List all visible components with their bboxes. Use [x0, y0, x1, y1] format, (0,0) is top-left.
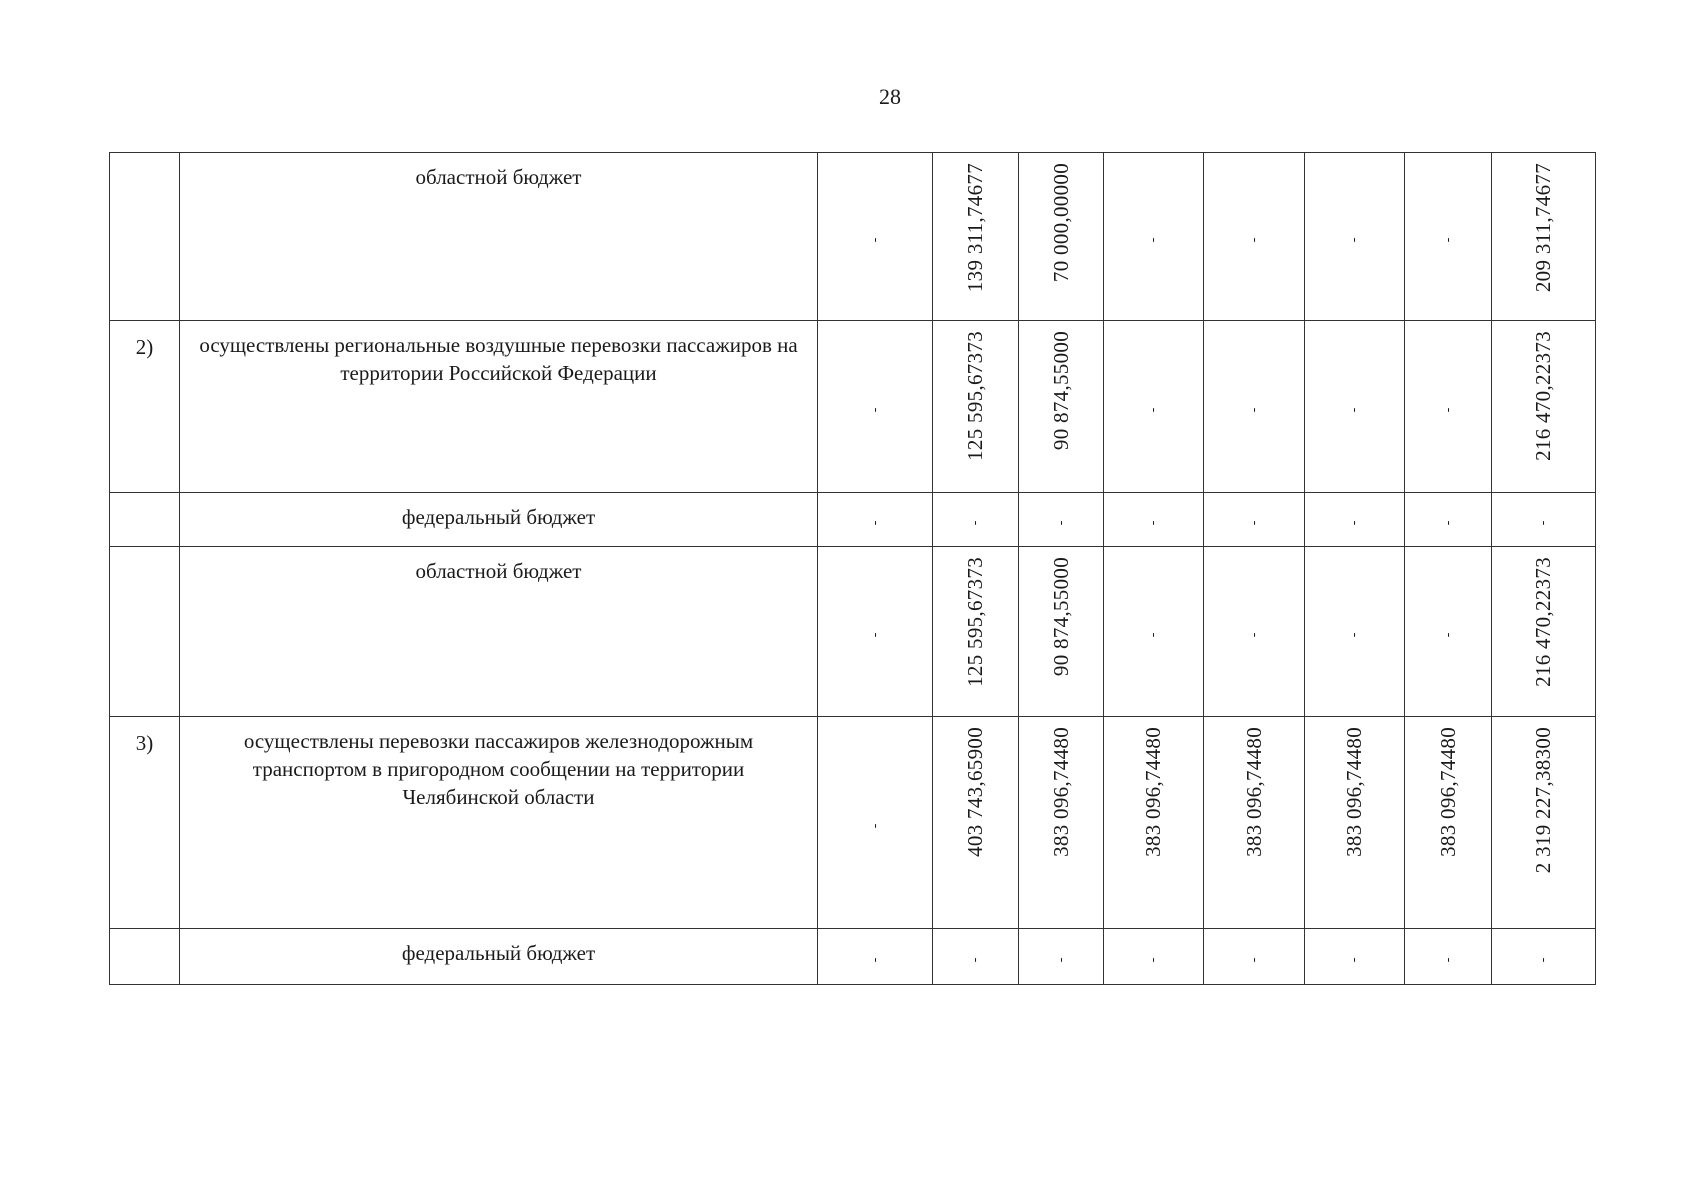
empty-value: - [1347, 237, 1363, 243]
value-cell [1305, 929, 1405, 985]
amount-value: 383 096,74480 [1241, 727, 1266, 857]
value-cell [1204, 493, 1305, 547]
empty-value: - [1246, 407, 1262, 413]
empty-value: - [1146, 237, 1162, 243]
value-cell [1204, 153, 1305, 321]
value-cell [1104, 321, 1204, 493]
empty-value: - [968, 520, 984, 526]
value-cell [1492, 321, 1596, 493]
value-cell [1204, 929, 1305, 985]
value-cell [1104, 493, 1204, 547]
value-cell [1104, 153, 1204, 321]
empty-value: - [1246, 237, 1262, 243]
row-label: федеральный бюджет [401, 941, 596, 965]
empty-value: - [1347, 520, 1363, 526]
empty-value: - [1053, 520, 1069, 526]
value-cell [1492, 153, 1596, 321]
empty-value: - [1347, 957, 1363, 963]
amount-value: 125 595,67373 [963, 557, 987, 687]
row-label-cell [180, 321, 818, 493]
value-cell [1019, 493, 1104, 547]
table-row [110, 717, 1596, 929]
row-label: осуществлены перевозки пассажиров железнодорожным транспортом в пригородном сообщении на территории Челябинской области [243, 729, 754, 809]
row-label-cell [180, 153, 818, 321]
amount-value: 403 743,65900 [963, 727, 987, 857]
table-row [110, 547, 1596, 717]
amount-value: 383 096,74480 [1048, 727, 1073, 857]
row-number-cell [110, 153, 180, 321]
amount-value: 90 874,55000 [1048, 331, 1073, 451]
empty-value: - [1440, 632, 1456, 638]
value-cell [1204, 547, 1305, 717]
value-cell [818, 153, 933, 321]
empty-value: - [1440, 407, 1456, 413]
value-cell [1405, 717, 1492, 929]
empty-value: - [968, 957, 984, 963]
value-cell [1492, 493, 1596, 547]
value-cell [1019, 547, 1104, 717]
value-cell [1305, 547, 1405, 717]
empty-value: - [1146, 520, 1162, 526]
empty-value: - [867, 823, 883, 829]
row-number-cell [110, 547, 180, 717]
value-cell [1305, 717, 1405, 929]
empty-value: - [1246, 520, 1262, 526]
value-cell [1405, 493, 1492, 547]
amount-value: 216 470,22373 [1531, 331, 1555, 461]
value-cell [818, 547, 933, 717]
row-label-cell [180, 547, 818, 717]
table-row [110, 493, 1596, 547]
empty-value: - [1246, 957, 1262, 963]
amount-value: 383 096,74480 [1342, 727, 1366, 857]
empty-value: - [1053, 957, 1069, 963]
empty-value: - [1536, 520, 1552, 526]
value-cell [1305, 493, 1405, 547]
value-cell [933, 547, 1019, 717]
value-cell [818, 929, 933, 985]
empty-value: - [1440, 237, 1456, 243]
empty-value: - [1146, 407, 1162, 413]
value-cell [933, 929, 1019, 985]
value-cell [1305, 321, 1405, 493]
row-number-cell [110, 321, 180, 493]
row-label-cell [180, 493, 818, 547]
value-cell [1104, 547, 1204, 717]
value-cell [1405, 547, 1492, 717]
table-row [110, 153, 1596, 321]
value-cell [1019, 153, 1104, 321]
row-number-cell [110, 929, 180, 985]
value-cell [1405, 153, 1492, 321]
empty-value: - [867, 520, 883, 526]
value-cell [1019, 929, 1104, 985]
amount-value: 90 874,55000 [1048, 557, 1073, 677]
value-cell [933, 321, 1019, 493]
budget-table [109, 152, 1596, 985]
empty-value: - [867, 957, 883, 963]
amount-value: 216 470,22373 [1531, 557, 1555, 687]
amount-value: 2 319 227,38300 [1531, 727, 1555, 874]
row-number-cell [110, 717, 180, 929]
page-number: 28 [879, 84, 901, 109]
value-cell [1019, 321, 1104, 493]
empty-value: - [1246, 632, 1262, 638]
empty-value: - [1347, 407, 1363, 413]
value-cell [1405, 929, 1492, 985]
row-number-cell [110, 493, 180, 547]
amount-value: 383 096,74480 [1141, 727, 1165, 857]
value-cell [1019, 717, 1104, 929]
empty-value: - [867, 407, 883, 413]
empty-value: - [867, 632, 883, 638]
row-label: областной бюджет [415, 559, 582, 583]
table-row [110, 929, 1596, 985]
row-label-cell [180, 929, 818, 985]
value-cell [1305, 153, 1405, 321]
empty-value: - [1536, 957, 1552, 963]
table-row [110, 321, 1596, 493]
value-cell [1104, 929, 1204, 985]
amount-value: 139 311,74677 [963, 163, 987, 293]
empty-value: - [1440, 957, 1456, 963]
value-cell [1204, 717, 1305, 929]
empty-value: - [1440, 520, 1456, 526]
value-cell [818, 493, 933, 547]
amount-value: 383 096,74480 [1435, 727, 1460, 857]
empty-value: - [1146, 957, 1162, 963]
value-cell [1492, 547, 1596, 717]
row-number: 2) [135, 335, 154, 359]
row-number: 3) [135, 731, 154, 755]
value-cell [1492, 929, 1596, 985]
row-label: областной бюджет [415, 165, 582, 189]
value-cell [818, 717, 933, 929]
value-cell [933, 717, 1019, 929]
value-cell [1405, 321, 1492, 493]
value-cell [933, 153, 1019, 321]
amount-value: 70 000,00000 [1048, 163, 1073, 283]
row-label: федеральный бюджет [401, 505, 596, 529]
value-cell [1492, 717, 1596, 929]
row-label: осуществлены региональные воздушные перевозки пассажиров на территории Российской Федерации [199, 333, 798, 385]
amount-value: 125 595,67373 [963, 331, 987, 461]
value-cell [1204, 321, 1305, 493]
empty-value: - [867, 237, 883, 243]
value-cell [818, 321, 933, 493]
amount-value: 209 311,74677 [1531, 163, 1555, 293]
value-cell [1104, 717, 1204, 929]
empty-value: - [1347, 632, 1363, 638]
empty-value: - [1146, 632, 1162, 638]
value-cell [933, 493, 1019, 547]
row-label-cell [180, 717, 818, 929]
